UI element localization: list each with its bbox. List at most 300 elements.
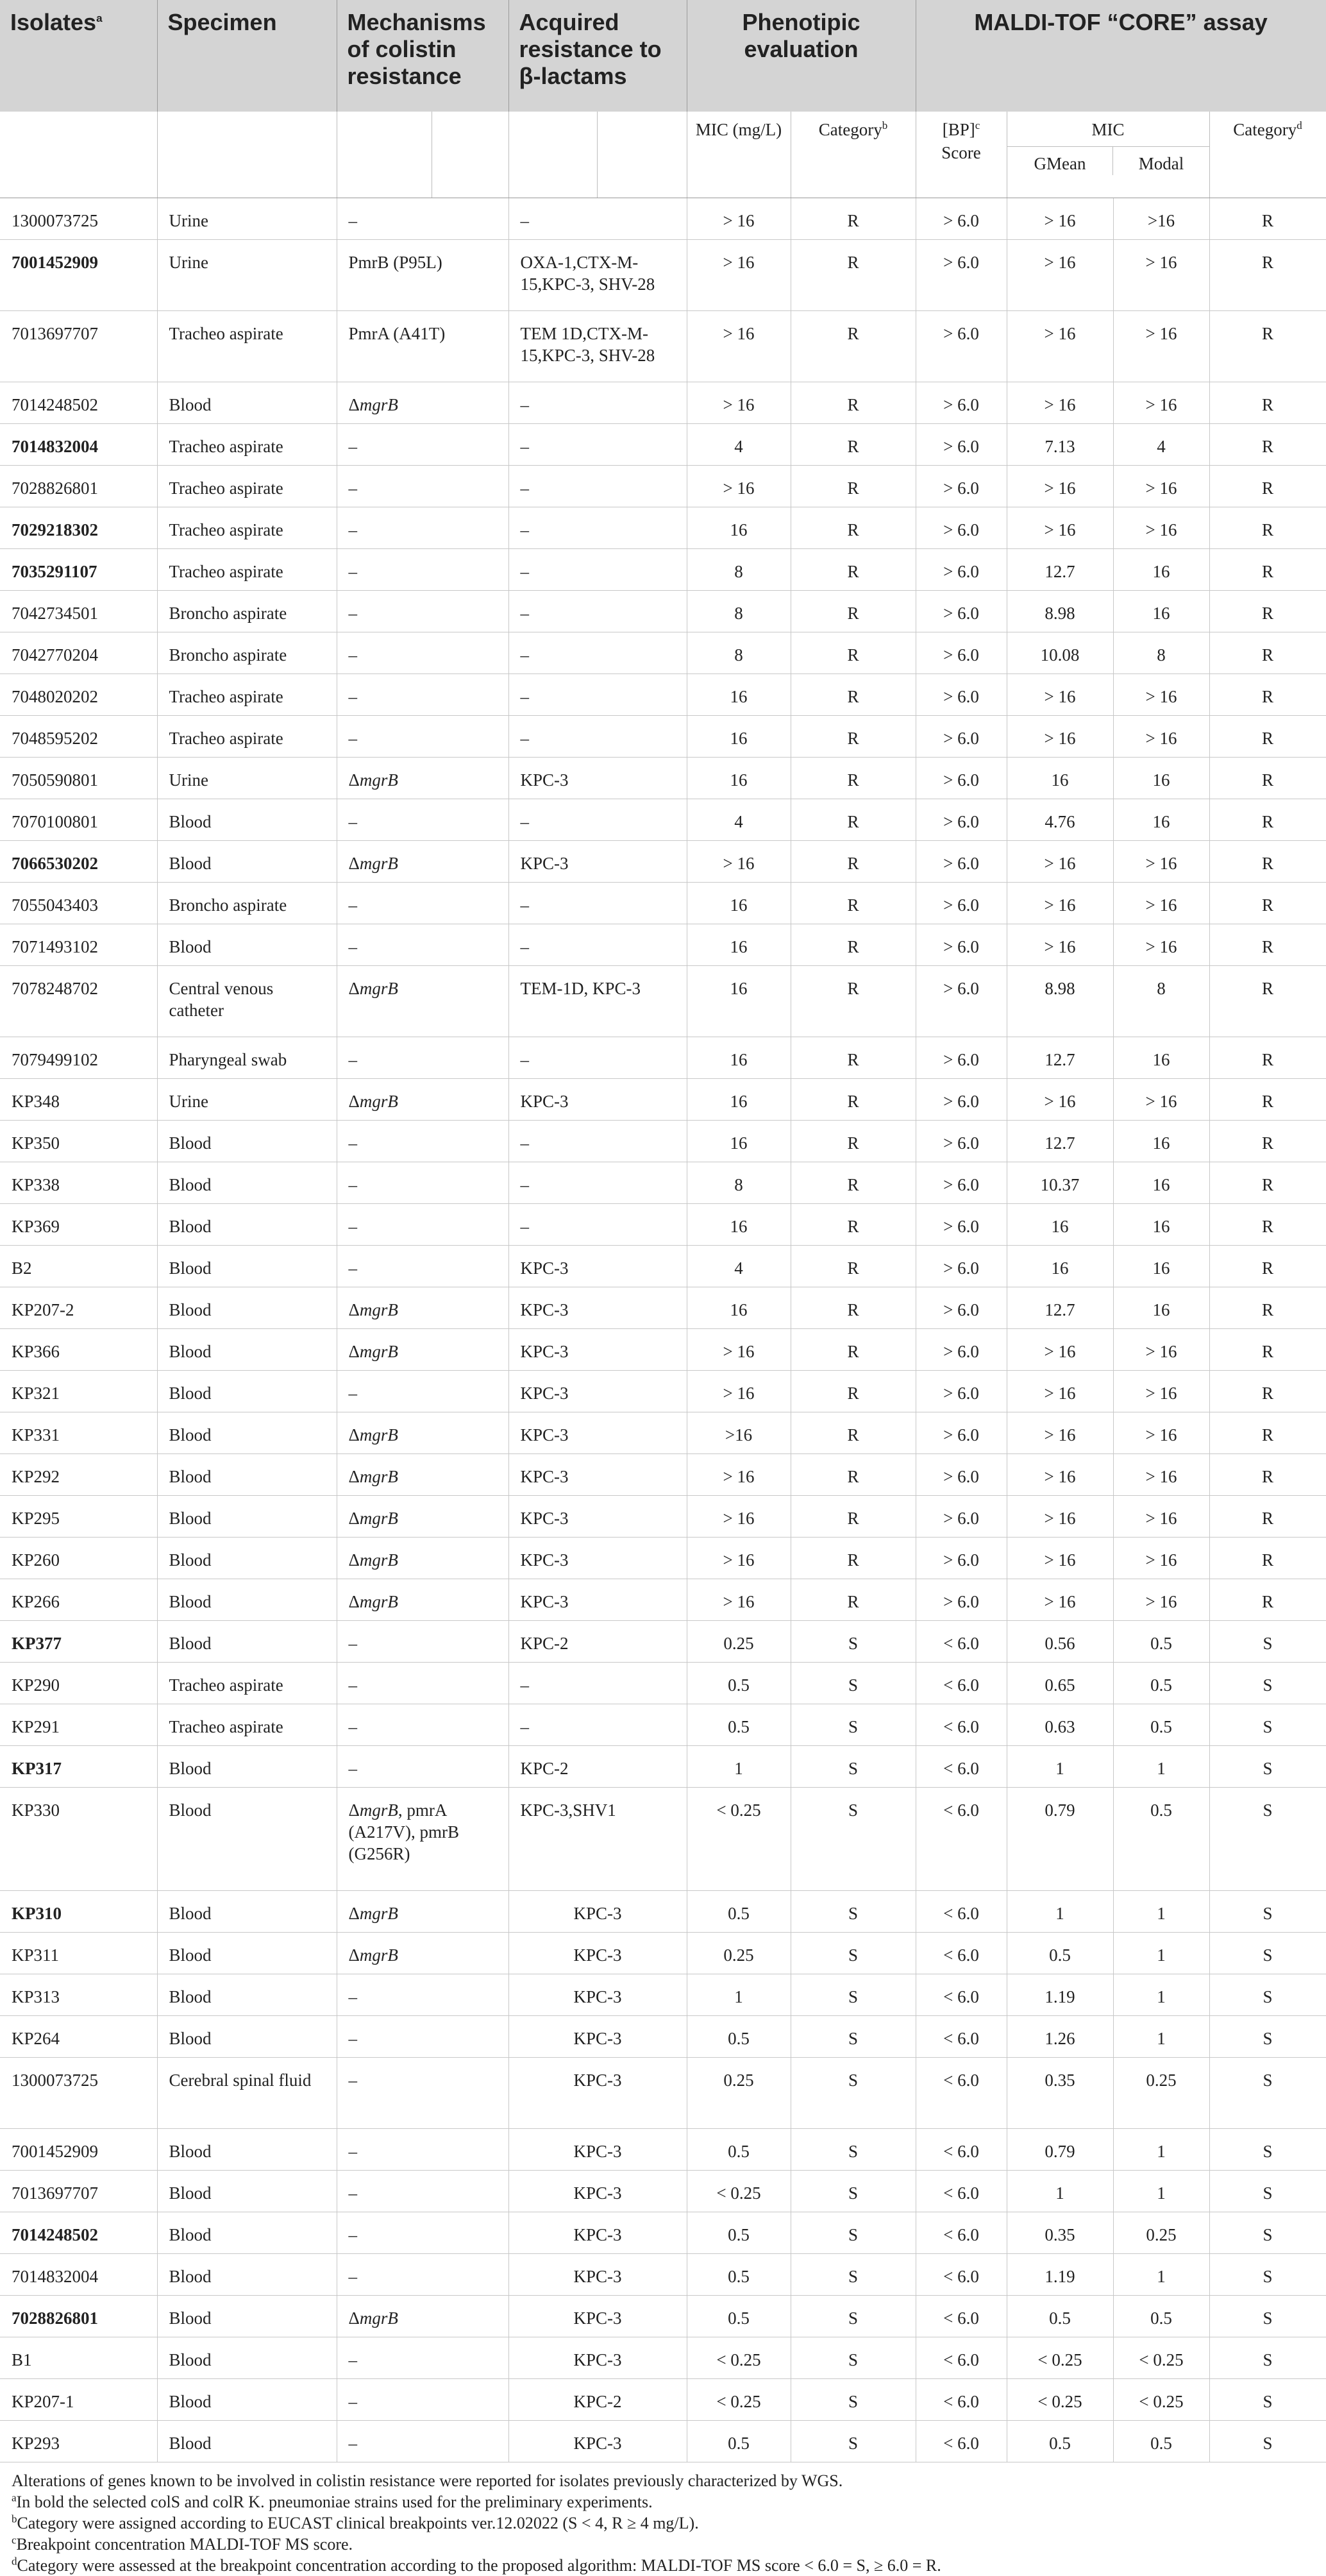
subheader-empty <box>337 112 432 198</box>
cell-isolate: 7066530202 <box>0 841 157 883</box>
cell-specimen: Blood <box>157 1287 337 1329</box>
cell-specimen: Urine <box>157 240 337 311</box>
cell-category: S <box>791 1933 916 1974</box>
cell-category2: S <box>1209 2212 1326 2254</box>
cell-score: < 6.0 <box>916 2212 1007 2254</box>
cell-modal: > 16 <box>1113 1329 1209 1371</box>
delta-symbol: Δ <box>348 1092 360 1111</box>
cell-gmean: > 16 <box>1007 883 1113 924</box>
cell-gmean: > 16 <box>1007 1371 1113 1412</box>
cell-mic: 8 <box>687 549 791 591</box>
cell-score: > 6.0 <box>916 240 1007 311</box>
cell-modal: 16 <box>1113 549 1209 591</box>
cell-category: R <box>791 240 916 311</box>
cell-specimen: Tracheo aspirate <box>157 466 337 507</box>
gene-name: mgrB <box>359 1509 398 1528</box>
cell-category2: S <box>1209 2379 1326 2421</box>
cell-score: > 6.0 <box>916 1079 1007 1121</box>
cell-mechanism: – <box>337 1746 508 1788</box>
cell-gmean: 8.98 <box>1007 591 1113 632</box>
cell-modal: 1 <box>1113 2254 1209 2296</box>
subheader-gmean: GMean <box>1007 147 1114 175</box>
cell-isolate: KP338 <box>0 1162 157 1204</box>
cell-category: R <box>791 1371 916 1412</box>
cell-gmean: 16 <box>1007 1246 1113 1287</box>
cell-category2: S <box>1209 2171 1326 2212</box>
cell-acquired: – <box>508 924 687 966</box>
table-row <box>0 1933 1326 1974</box>
delta-symbol: Δ <box>348 395 360 414</box>
table-body <box>0 198 1326 2462</box>
footnote-d: $^d$Category were assessed at the breakpoint concentration according to the proposed algorithm: MALDI-TOF MS score < 6.0 = S, ≥ 6.0 = R. <box>12 2555 941 2575</box>
cell-score: > 6.0 <box>916 924 1007 966</box>
gene-name: mgrB <box>359 1300 398 1319</box>
cell-acquired: KPC-3 <box>508 1287 687 1329</box>
cell-gmean: 0.5 <box>1007 2421 1113 2462</box>
cell-category: S <box>791 2016 916 2058</box>
delta-symbol: Δ <box>348 1945 360 1965</box>
cell-mechanism <box>337 1788 508 1891</box>
gene-name: mgrB <box>359 979 398 998</box>
gene-name: mgrB <box>359 1904 398 1923</box>
table-row <box>0 1621 1326 1663</box>
cell-specimen: Blood <box>157 1891 337 1933</box>
header-mechanisms: Mechanisms of colistin resistance <box>337 0 508 112</box>
cell-specimen: Blood <box>157 1974 337 2016</box>
cell-modal: 16 <box>1113 1287 1209 1329</box>
cell-acquired: – <box>508 382 687 424</box>
table-row <box>0 1496 1326 1538</box>
cell-category2: S <box>1209 2129 1326 2171</box>
table-row <box>0 1746 1326 1788</box>
cell-isolate: 7048020202 <box>0 674 157 716</box>
cell-score: > 6.0 <box>916 549 1007 591</box>
cell-category2: S <box>1209 1891 1326 1933</box>
table-row <box>0 198 1326 240</box>
cell-category2: R <box>1209 1162 1326 1204</box>
table-row <box>0 2296 1326 2337</box>
cell-score: < 6.0 <box>916 2337 1007 2379</box>
subheader-empty <box>0 112 157 198</box>
cell-gmean: > 16 <box>1007 1579 1113 1621</box>
cell-category: R <box>791 883 916 924</box>
cell-isolate: 7001452909 <box>0 240 157 311</box>
cell-score: > 6.0 <box>916 1162 1007 1204</box>
cell-category: S <box>791 2058 916 2129</box>
table-row <box>0 424 1326 466</box>
cell-category2: R <box>1209 198 1326 240</box>
cell-mechanism <box>337 1933 508 1974</box>
cell-mic: 0.25 <box>687 1933 791 1974</box>
cell-gmean: 0.5 <box>1007 2296 1113 2337</box>
cell-category2: R <box>1209 1204 1326 1246</box>
cell-gmean: 10.37 <box>1007 1162 1113 1204</box>
gene-name: mgrB <box>359 1945 398 1965</box>
cell-gmean: 12.7 <box>1007 1287 1113 1329</box>
cell-category2: S <box>1209 1788 1326 1891</box>
cell-isolate: 1300073725 <box>0 2058 157 2129</box>
cell-gmean: 0.5 <box>1007 1933 1113 1974</box>
cell-isolate: 7001452909 <box>0 2129 157 2171</box>
cell-score: > 6.0 <box>916 1412 1007 1454</box>
cell-acquired: KPC-3 <box>508 1412 687 1454</box>
cell-specimen: Tracheo aspirate <box>157 549 337 591</box>
cell-mic: 8 <box>687 632 791 674</box>
cell-modal: >16 <box>1113 198 1209 240</box>
cell-modal: 0.5 <box>1113 2296 1209 2337</box>
cell-acquired: KPC-3 <box>508 2296 687 2337</box>
cell-gmean: 12.7 <box>1007 1037 1113 1079</box>
cell-specimen: Tracheo aspirate <box>157 311 337 382</box>
table-row <box>0 2254 1326 2296</box>
footnote-intro: Alterations of genes known to be involved in colistin resistance were reported for isolates previously characterized by WGS. <box>12 2471 843 2490</box>
cell-mechanism: – <box>337 1121 508 1162</box>
cell-mechanism: – <box>337 2058 508 2129</box>
cell-acquired: KPC-3 <box>508 1891 687 1933</box>
cell-category: S <box>791 1621 916 1663</box>
cell-isolate: 7013697707 <box>0 311 157 382</box>
cell-modal: 1 <box>1113 2016 1209 2058</box>
cell-category: R <box>791 632 916 674</box>
cell-category2: R <box>1209 1412 1326 1454</box>
cell-score: > 6.0 <box>916 1204 1007 1246</box>
cell-isolate: KP330 <box>0 1788 157 1891</box>
cell-modal: 4 <box>1113 424 1209 466</box>
cell-acquired: – <box>508 1162 687 1204</box>
cell-modal: 0.5 <box>1113 1704 1209 1746</box>
cell-isolate: 7055043403 <box>0 883 157 924</box>
cell-category: R <box>791 841 916 883</box>
footnotes <box>0 2462 1326 2576</box>
cell-score: < 6.0 <box>916 1788 1007 1891</box>
cell-mechanism: – <box>337 716 508 758</box>
cell-score: < 6.0 <box>916 2421 1007 2462</box>
cell-category2: R <box>1209 424 1326 466</box>
cell-mechanism <box>337 1891 508 1933</box>
cell-specimen: Central venous catheter <box>157 966 337 1037</box>
cell-category: S <box>791 2379 916 2421</box>
cell-mic: 0.5 <box>687 2254 791 2296</box>
cell-gmean: > 16 <box>1007 507 1113 549</box>
cell-mic: 16 <box>687 507 791 549</box>
table-row <box>0 591 1326 632</box>
cell-acquired: – <box>508 799 687 841</box>
cell-mechanism: – <box>337 883 508 924</box>
cell-score: < 6.0 <box>916 1891 1007 1933</box>
cell-score: > 6.0 <box>916 841 1007 883</box>
cell-mechanism: – <box>337 799 508 841</box>
cell-gmean: 8.98 <box>1007 966 1113 1037</box>
cell-modal: 16 <box>1113 1246 1209 1287</box>
cell-gmean: 1 <box>1007 2171 1113 2212</box>
cell-mic: 1 <box>687 1974 791 2016</box>
cell-isolate: KP369 <box>0 1204 157 1246</box>
cell-category2: S <box>1209 2058 1326 2129</box>
cell-gmean: 1 <box>1007 1891 1113 1933</box>
cell-mechanism: – <box>337 198 508 240</box>
table-row <box>0 2129 1326 2171</box>
cell-isolate: KP366 <box>0 1329 157 1371</box>
cell-specimen: Blood <box>157 2421 337 2462</box>
cell-category2: R <box>1209 1496 1326 1538</box>
cell-isolate: KP348 <box>0 1079 157 1121</box>
cell-modal: < 0.25 <box>1113 2379 1209 2421</box>
cell-category: R <box>791 966 916 1037</box>
cell-score: > 6.0 <box>916 632 1007 674</box>
cell-specimen: Blood <box>157 2016 337 2058</box>
cell-category2: R <box>1209 1371 1326 1412</box>
cell-isolate: KP311 <box>0 1933 157 1974</box>
cell-category: R <box>791 311 916 382</box>
cell-specimen: Tracheo aspirate <box>157 1704 337 1746</box>
cell-acquired: KPC-3 <box>508 1579 687 1621</box>
cell-mechanism <box>337 1579 508 1621</box>
cell-specimen: Blood <box>157 1412 337 1454</box>
table-row <box>0 1891 1326 1933</box>
cell-category: S <box>791 2171 916 2212</box>
cell-category2: R <box>1209 924 1326 966</box>
cell-category2: R <box>1209 1454 1326 1496</box>
cell-score: < 6.0 <box>916 1663 1007 1704</box>
cell-isolate: KP310 <box>0 1891 157 1933</box>
cell-score: > 6.0 <box>916 1121 1007 1162</box>
header-phenotipic: Phenotipic evaluation <box>687 0 916 112</box>
cell-mic: > 16 <box>687 240 791 311</box>
cell-isolate: 7071493102 <box>0 924 157 966</box>
cell-mic: 4 <box>687 799 791 841</box>
cell-isolate: 7014832004 <box>0 424 157 466</box>
cell-mic: < 0.25 <box>687 2337 791 2379</box>
cell-acquired: KPC-3 <box>508 841 687 883</box>
cell-category2: S <box>1209 1663 1326 1704</box>
delta-symbol: Δ <box>348 1904 360 1923</box>
cell-mechanism: – <box>337 1704 508 1746</box>
cell-modal: > 16 <box>1113 1538 1209 1579</box>
cell-specimen: Blood <box>157 2254 337 2296</box>
cell-specimen: Blood <box>157 1746 337 1788</box>
cell-modal: 16 <box>1113 758 1209 799</box>
cell-score: > 6.0 <box>916 966 1007 1037</box>
cell-isolate: KP321 <box>0 1371 157 1412</box>
cell-specimen: Blood <box>157 2379 337 2421</box>
cell-modal: 0.25 <box>1113 2212 1209 2254</box>
cell-mic: 4 <box>687 1246 791 1287</box>
delta-symbol: Δ <box>348 2309 360 2328</box>
cell-acquired: – <box>508 507 687 549</box>
cell-score: > 6.0 <box>916 1371 1007 1412</box>
cell-modal: 16 <box>1113 1204 1209 1246</box>
cell-acquired: KPC-3 <box>508 1933 687 1974</box>
cell-isolate: KP377 <box>0 1621 157 1663</box>
cell-mechanism: – <box>337 632 508 674</box>
cell-category2: R <box>1209 1079 1326 1121</box>
gene-name: mgrB <box>359 1092 398 1111</box>
cell-mic: > 16 <box>687 311 791 382</box>
cell-score: > 6.0 <box>916 716 1007 758</box>
cell-mic: 0.25 <box>687 1621 791 1663</box>
cell-acquired: KPC-3 <box>508 1496 687 1538</box>
cell-acquired: KPC-3 <box>508 1538 687 1579</box>
cell-modal: 8 <box>1113 632 1209 674</box>
cell-mechanism: – <box>337 2337 508 2379</box>
cell-category: R <box>791 1412 916 1454</box>
cell-modal: > 16 <box>1113 1412 1209 1454</box>
delta-symbol: Δ <box>348 770 360 790</box>
cell-modal: > 16 <box>1113 674 1209 716</box>
cell-score: > 6.0 <box>916 424 1007 466</box>
cell-gmean: 7.13 <box>1007 424 1113 466</box>
cell-modal: 1 <box>1113 2129 1209 2171</box>
cell-mic: 0.5 <box>687 2296 791 2337</box>
table-row <box>0 1121 1326 1162</box>
cell-mic: > 16 <box>687 1496 791 1538</box>
cell-category2: S <box>1209 1933 1326 1974</box>
table-row <box>0 632 1326 674</box>
mechanism-extra: , pmrA (A217V), pmrB (G256R) <box>348 1801 459 1863</box>
table-row <box>0 240 1326 311</box>
cell-modal: 16 <box>1113 1121 1209 1162</box>
cell-modal: 1 <box>1113 1974 1209 2016</box>
cell-specimen: Urine <box>157 758 337 799</box>
cell-mic: > 16 <box>687 382 791 424</box>
subheader-category: Category$^b$ <box>791 112 916 198</box>
cell-category2: R <box>1209 311 1326 382</box>
cell-gmean: 0.35 <box>1007 2212 1113 2254</box>
cell-mic: 16 <box>687 1287 791 1329</box>
cell-category2: S <box>1209 2016 1326 2058</box>
cell-modal: > 16 <box>1113 924 1209 966</box>
subheader-category2: Category$^d$ <box>1209 112 1326 198</box>
cell-mechanism: – <box>337 507 508 549</box>
cell-specimen: Blood <box>157 2171 337 2212</box>
cell-score: > 6.0 <box>916 758 1007 799</box>
cell-mic: > 16 <box>687 841 791 883</box>
cell-specimen: Blood <box>157 1621 337 1663</box>
cell-modal: > 16 <box>1113 716 1209 758</box>
gene-name: mgrB <box>359 1592 398 1611</box>
cell-mechanism: – <box>337 1037 508 1079</box>
cell-acquired: KPC-3 <box>508 2421 687 2462</box>
cell-isolate: KP350 <box>0 1121 157 1162</box>
cell-category: S <box>791 2129 916 2171</box>
cell-gmean: 0.79 <box>1007 1788 1113 1891</box>
cell-modal: > 16 <box>1113 1454 1209 1496</box>
gene-name: mgrB <box>359 1342 398 1361</box>
cell-specimen: Blood <box>157 1246 337 1287</box>
cell-category2: R <box>1209 716 1326 758</box>
cell-mechanism <box>337 1496 508 1538</box>
cell-isolate: 7013697707 <box>0 2171 157 2212</box>
cell-score: < 6.0 <box>916 2379 1007 2421</box>
gene-name: mgrB <box>359 395 398 414</box>
cell-acquired: KPC-3 <box>508 2254 687 2296</box>
cell-score: > 6.0 <box>916 1037 1007 1079</box>
cell-isolate: 1300073725 <box>0 198 157 240</box>
cell-score: > 6.0 <box>916 1496 1007 1538</box>
cell-acquired: – <box>508 424 687 466</box>
cell-specimen: Blood <box>157 1371 337 1412</box>
footnote-a: $^a$In bold the selected colS and colR K. pneumoniae strains used for the preliminary experiments. <box>12 2491 653 2511</box>
cell-modal: > 16 <box>1113 1496 1209 1538</box>
cell-acquired: KPC-2 <box>508 1621 687 1663</box>
cell-category: R <box>791 924 916 966</box>
cell-category: R <box>791 591 916 632</box>
cell-mic: 16 <box>687 716 791 758</box>
delta-symbol: Δ <box>348 1425 360 1445</box>
cell-isolate: 7035291107 <box>0 549 157 591</box>
cell-modal: > 16 <box>1113 311 1209 382</box>
cell-gmean: > 16 <box>1007 466 1113 507</box>
cell-isolate: KP313 <box>0 1974 157 2016</box>
cell-mechanism: – <box>337 1162 508 1204</box>
table-row <box>0 2171 1326 2212</box>
cell-score: > 6.0 <box>916 1287 1007 1329</box>
cell-category: R <box>791 1538 916 1579</box>
table-row <box>0 2337 1326 2379</box>
cell-category: R <box>791 1121 916 1162</box>
cell-modal: 0.5 <box>1113 1621 1209 1663</box>
cell-modal: 16 <box>1113 591 1209 632</box>
cell-category2: R <box>1209 1121 1326 1162</box>
subheader-empty <box>432 112 508 198</box>
cell-category2: R <box>1209 1579 1326 1621</box>
cell-mic: > 16 <box>687 1538 791 1579</box>
cell-mechanism: – <box>337 1663 508 1704</box>
header-acquired: Acquired resistance to β-lactams <box>508 0 687 112</box>
cell-category2: R <box>1209 507 1326 549</box>
cell-gmean: 12.7 <box>1007 1121 1113 1162</box>
gene-name: mgrB <box>359 1467 398 1486</box>
cell-gmean: 0.63 <box>1007 1704 1113 1746</box>
cell-gmean: 0.65 <box>1007 1663 1113 1704</box>
cell-score: > 6.0 <box>916 507 1007 549</box>
cell-isolate: 7014248502 <box>0 382 157 424</box>
cell-acquired: KPC-3 <box>508 1454 687 1496</box>
cell-specimen: Blood <box>157 1538 337 1579</box>
table-row <box>0 549 1326 591</box>
cell-acquired: TEM 1D,CTX-M-15,KPC-3, SHV-28 <box>508 311 687 382</box>
subheader-mic-mgl: MIC (mg/L) <box>687 112 791 198</box>
cell-mic: 16 <box>687 1121 791 1162</box>
cell-category: S <box>791 1974 916 2016</box>
table-row <box>0 1079 1326 1121</box>
cell-mechanism: – <box>337 1246 508 1287</box>
cell-isolate: 7050590801 <box>0 758 157 799</box>
cell-mechanism: – <box>337 1974 508 2016</box>
cell-score: < 6.0 <box>916 2016 1007 2058</box>
cell-modal: 16 <box>1113 799 1209 841</box>
cell-category2: R <box>1209 1538 1326 1579</box>
cell-mechanism: – <box>337 2212 508 2254</box>
cell-category: S <box>791 2337 916 2379</box>
table-row <box>0 507 1326 549</box>
cell-category: S <box>791 2212 916 2254</box>
cell-acquired: – <box>508 1204 687 1246</box>
cell-acquired: – <box>508 716 687 758</box>
table-row <box>0 1287 1326 1329</box>
cell-category: R <box>791 674 916 716</box>
cell-category2: S <box>1209 2296 1326 2337</box>
cell-gmean: > 16 <box>1007 716 1113 758</box>
cell-mechanism <box>337 1329 508 1371</box>
cell-mechanism: – <box>337 2254 508 2296</box>
cell-gmean: < 0.25 <box>1007 2337 1113 2379</box>
cell-gmean: > 16 <box>1007 841 1113 883</box>
cell-category: S <box>791 2296 916 2337</box>
cell-specimen: Blood <box>157 841 337 883</box>
cell-specimen: Blood <box>157 1933 337 1974</box>
cell-gmean: 0.35 <box>1007 2058 1113 2129</box>
